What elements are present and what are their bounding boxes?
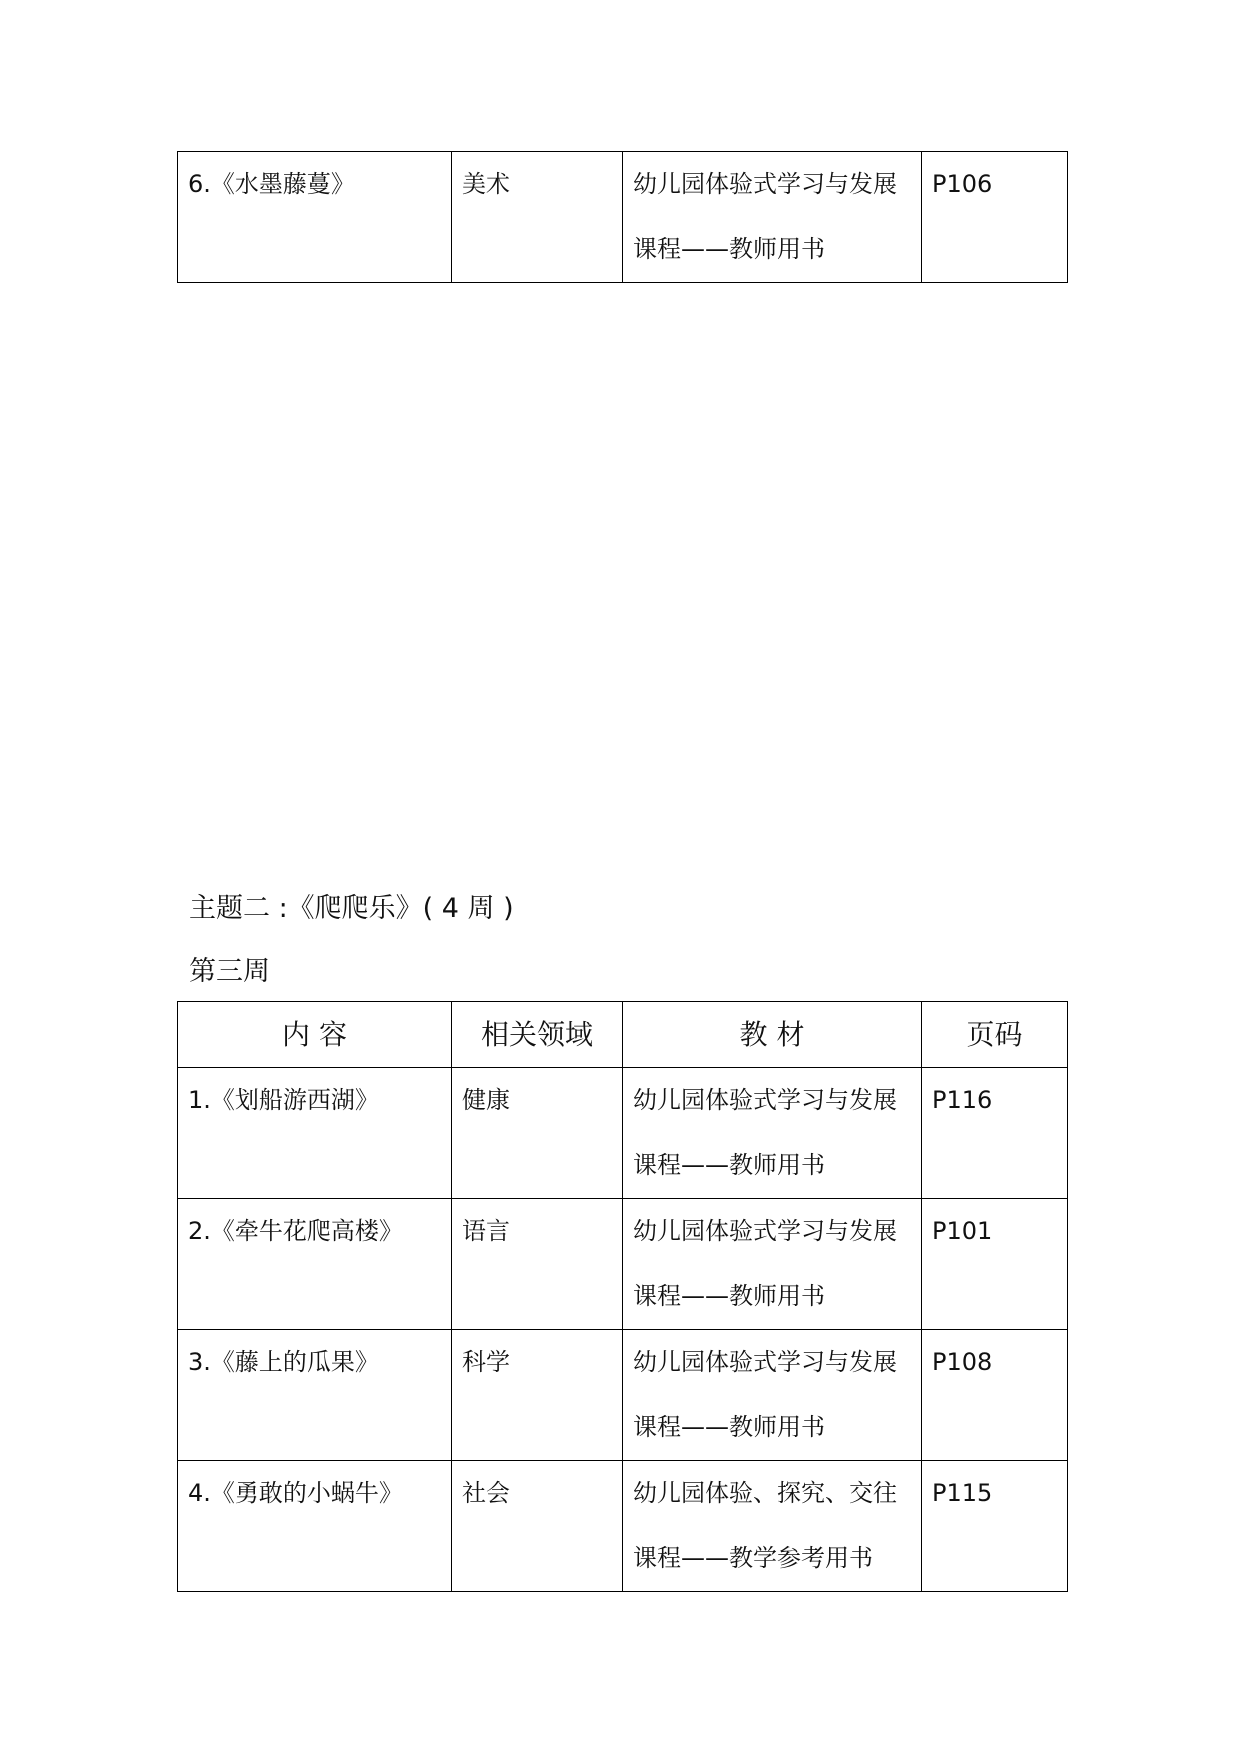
page-cell: P116 xyxy=(922,1068,1068,1199)
table-header-row xyxy=(178,1002,1068,1068)
domain-cell: 语言 xyxy=(452,1199,623,1330)
header-domain: 相关领域 xyxy=(452,1002,623,1068)
material-line-1: 幼儿园体验式学习与发展 xyxy=(633,1086,897,1114)
content-cell: 3.《藤上的瓜果》 xyxy=(178,1330,452,1461)
material-cell xyxy=(623,1330,922,1461)
content-cell: 4.《勇敢的小蜗牛》 xyxy=(178,1461,452,1592)
material-cell xyxy=(623,1199,922,1330)
domain-cell: 科学 xyxy=(452,1330,623,1461)
material-line-2: 课程——教师用书 xyxy=(633,1282,825,1310)
material-cell xyxy=(623,152,922,283)
course-table-continued xyxy=(177,151,1068,283)
material-line-1: 幼儿园体验式学习与发展 xyxy=(633,1217,897,1245)
material-cell xyxy=(623,1068,922,1199)
page-cell: P106 xyxy=(922,152,1068,283)
material-line-1: 幼儿园体验式学习与发展 xyxy=(633,170,897,198)
material-line-1: 幼儿园体验式学习与发展 xyxy=(633,1348,897,1376)
table-row xyxy=(178,1461,1068,1592)
domain-cell: 社会 xyxy=(452,1461,623,1592)
material-line-1: 幼儿园体验、探究、交往 xyxy=(633,1479,897,1507)
content-cell: 2.《牵牛花爬高楼》 xyxy=(178,1199,452,1330)
material-line-2: 课程——教师用书 xyxy=(633,1151,825,1179)
table-row xyxy=(178,1330,1068,1461)
table-row xyxy=(178,152,1068,283)
header-content: 内 容 xyxy=(178,1002,452,1068)
domain-cell: 健康 xyxy=(452,1068,623,1199)
material-line-2: 课程——教师用书 xyxy=(633,235,825,263)
page-cell: P101 xyxy=(922,1199,1068,1330)
header-page: 页码 xyxy=(922,1002,1068,1068)
table-row xyxy=(178,1199,1068,1330)
material-line-2: 课程——教师用书 xyxy=(633,1413,825,1441)
page-cell: P115 xyxy=(922,1461,1068,1592)
page-cell: P108 xyxy=(922,1330,1068,1461)
table-row xyxy=(178,1068,1068,1199)
course-table-week-3 xyxy=(177,1001,1068,1592)
content-cell: 6.《水墨藤蔓》 xyxy=(178,152,452,283)
content-cell: 1.《划船游西湖》 xyxy=(178,1068,452,1199)
theme-title: 主题二 :《爬爬乐》( 4 周 ) xyxy=(189,893,514,924)
material-line-2: 课程——教学参考用书 xyxy=(633,1544,873,1572)
header-material: 教 材 xyxy=(623,1002,922,1068)
material-cell xyxy=(623,1461,922,1592)
week-label: 第三周 xyxy=(189,956,270,987)
domain-cell: 美术 xyxy=(452,152,623,283)
